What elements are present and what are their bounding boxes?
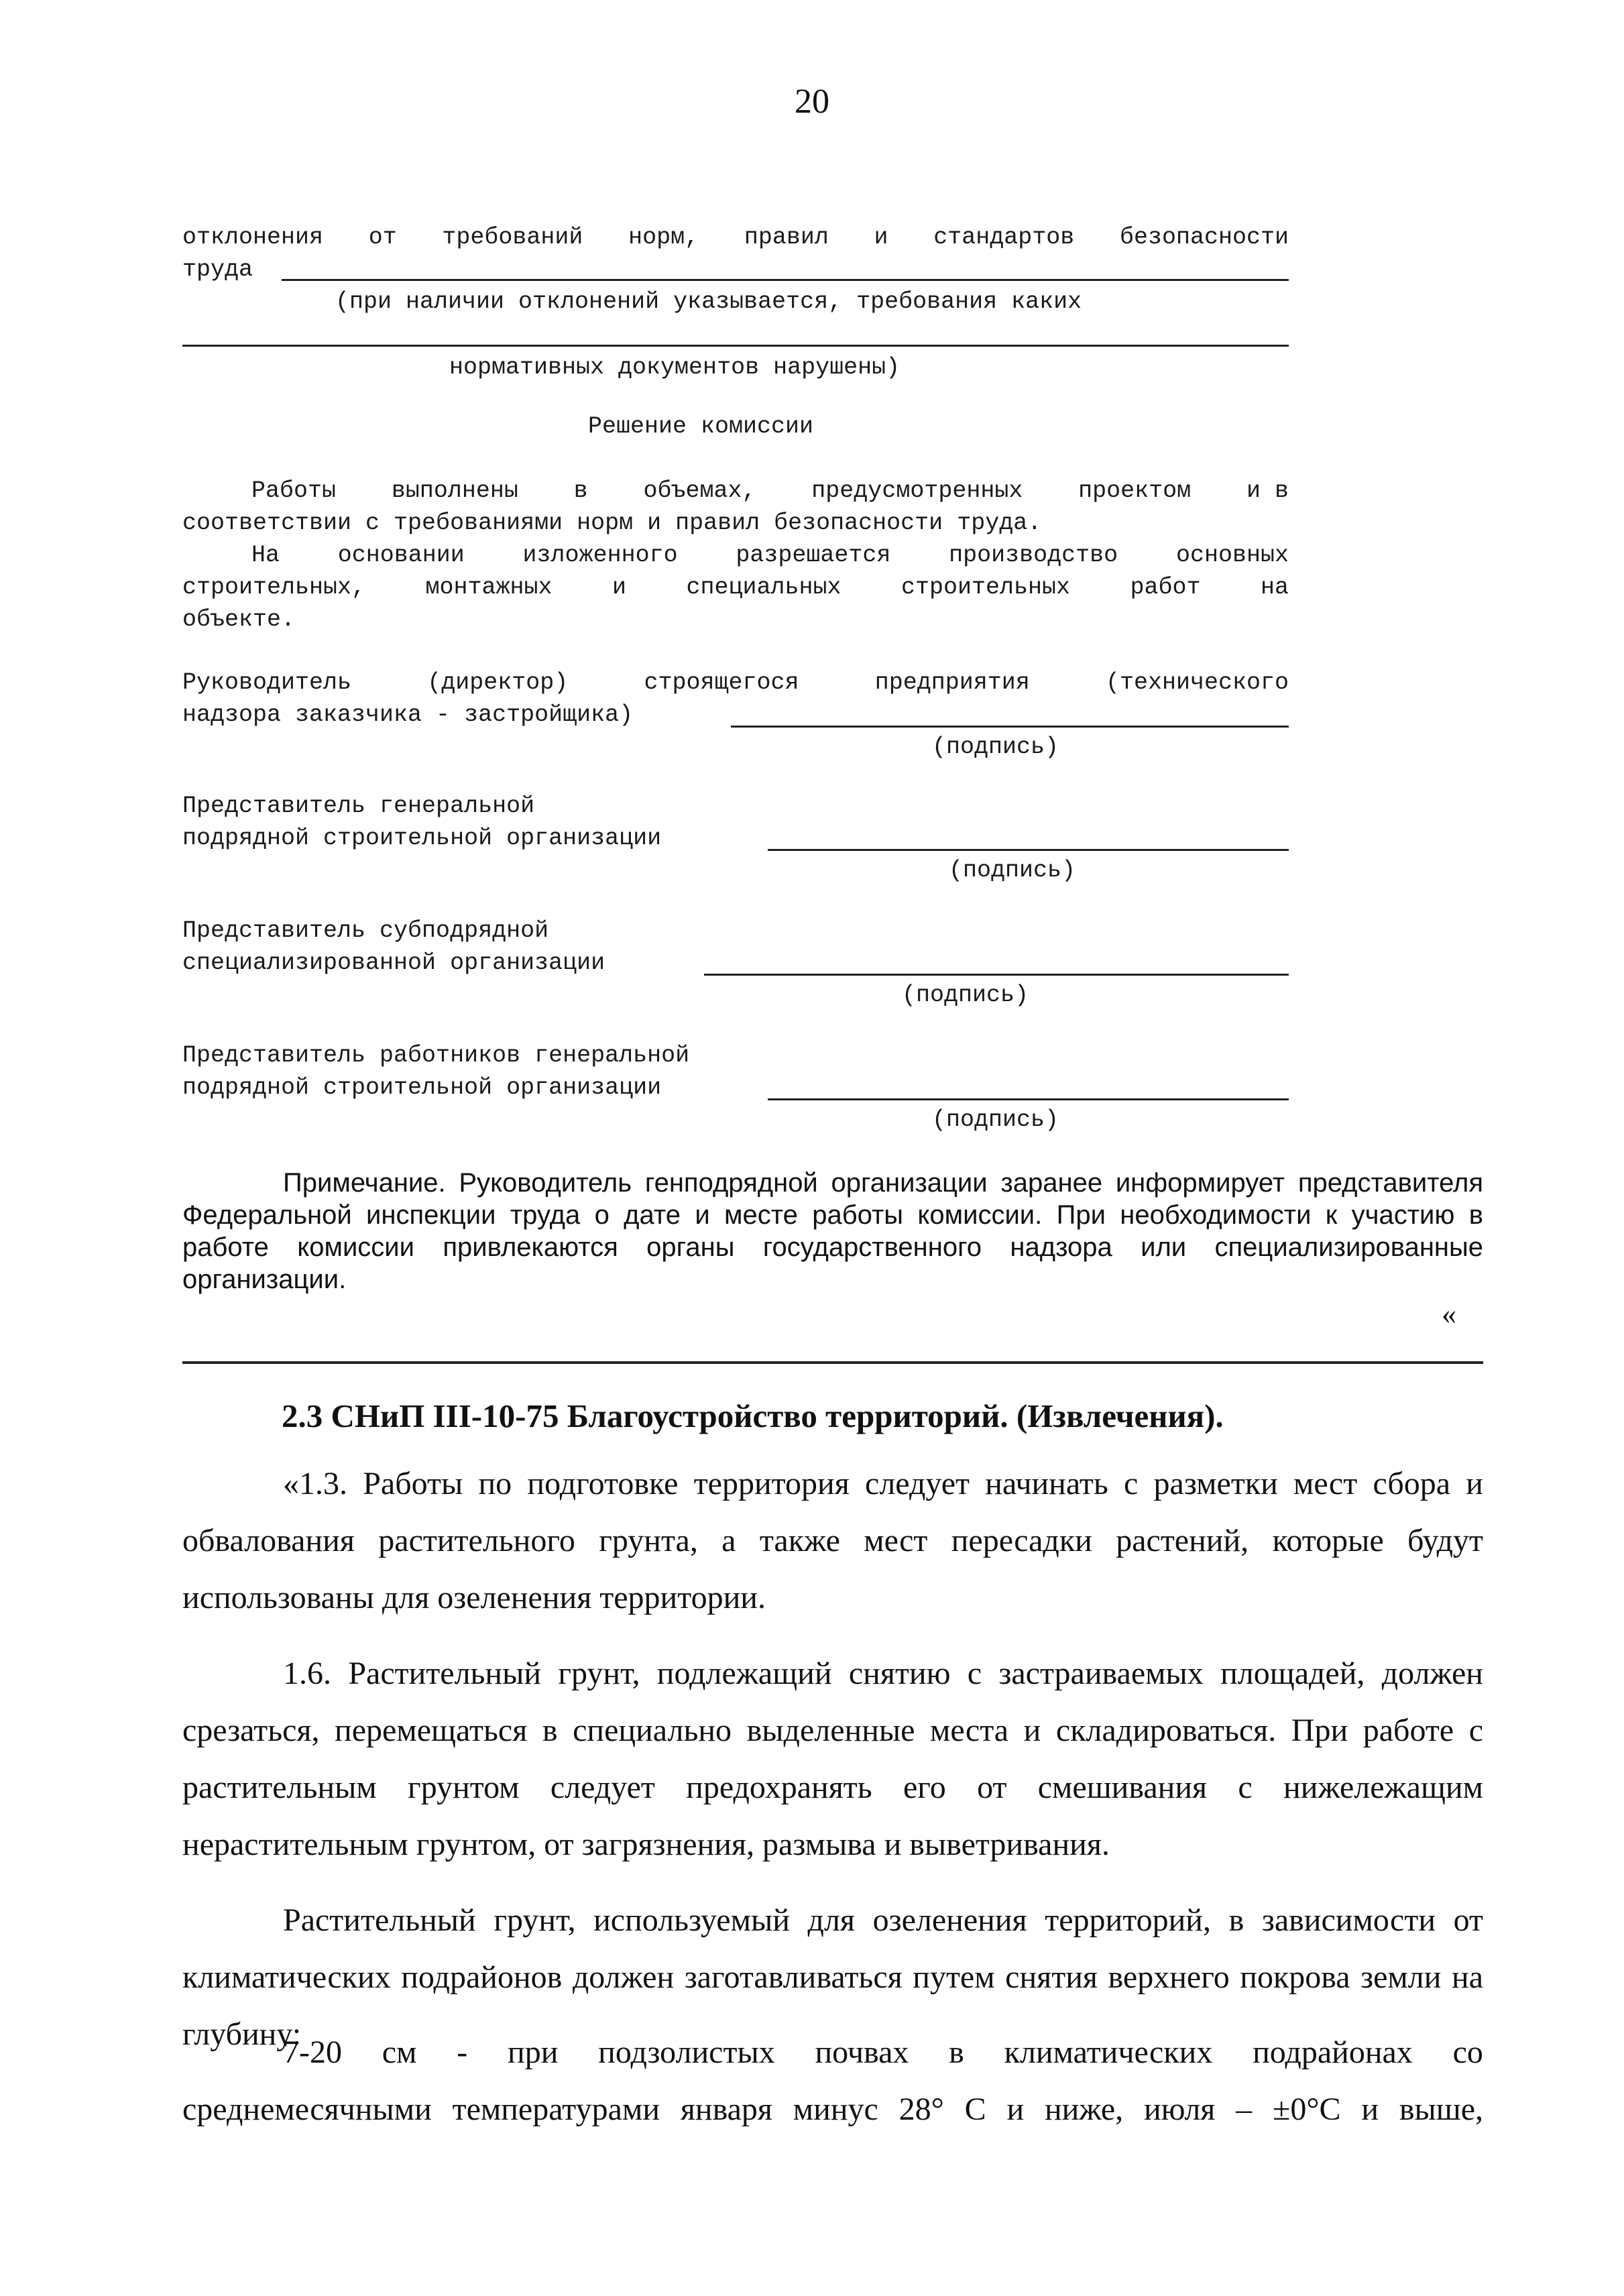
deviation-hint-1: (при наличии отклонений указывается, требования каких bbox=[335, 288, 1082, 315]
decision-p1-line-2: соответствии с требованиями норм и правил безопасности труда. bbox=[182, 510, 1042, 536]
rep-sub-signature-line[interactable] bbox=[704, 974, 1289, 976]
rep-workers-line-1: Представитель работников генеральной bbox=[182, 1042, 690, 1069]
section-paragraph-1-3: «1.3. Работы по подготовке территория следует начинать с разметки мест сбора и обвалования растительного грунта, а также мест пересадки растений, которые будут использованы для озеленения территории. bbox=[182, 1466, 1483, 1615]
rep-sub-line-1: Представитель субподрядной bbox=[182, 917, 549, 944]
deviation-hint-2: нормативных документов нарушены) bbox=[449, 354, 901, 381]
rep-general-signature-line[interactable] bbox=[768, 849, 1289, 851]
rep-workers-signature-line[interactable] bbox=[768, 1098, 1289, 1100]
section-heading: 2.3 СНиП III-10-75 Благоустройство территорий. (Извлечения). bbox=[282, 1397, 1224, 1434]
section-divider bbox=[182, 1361, 1483, 1364]
rep-general-line-1: Представитель генеральной bbox=[182, 793, 535, 819]
rep-workers-signature-hint: (подпись) bbox=[932, 1106, 1059, 1133]
decision-p2-line-1: На основании изложенного разрешается производство основных bbox=[251, 542, 1289, 569]
deviation-line-1: отклонения от требований норм, правил и стандартов безопасности bbox=[182, 224, 1289, 251]
temperature-line: среднемесячными температурами января минус 28° С и ниже, июля – ±0°С и выше, bbox=[182, 2091, 1483, 2127]
commission-note-text: Примечание. Руководитель генподрядной организации заранее информирует представителя Федеральной инспекции труда о дате и месте работы комиссии. При необходимости к участию в работе комиссии привлекаются органы государственного надзора или специализированные организации. bbox=[182, 1168, 1483, 1294]
decision-p2-line-3: объекте. bbox=[182, 606, 296, 633]
decision-p2-line-2: строительных, монтажных и специальных строительных работ на bbox=[182, 574, 1289, 601]
page-number: 20 bbox=[795, 82, 829, 121]
director-line-2: надзора заказчика - застройщика) bbox=[182, 701, 634, 728]
depth-range-line: 7-20 см - при подзолистых почвах в климатических подрайонах со bbox=[283, 2034, 1483, 2070]
commission-note bbox=[182, 1167, 1483, 1296]
rep-general-line-2: подрядной строительной организации bbox=[182, 825, 662, 852]
decision-p1-line-1: Работы выполнены в объемах, предусмотренных проектом и в bbox=[251, 477, 1289, 504]
deviation-blank-line-2[interactable] bbox=[182, 345, 1289, 347]
decision-title: Решение комиссии bbox=[588, 413, 814, 440]
deviation-line-2: труда bbox=[182, 256, 253, 283]
rep-sub-line-2: специализированной организации bbox=[182, 950, 605, 976]
section-paragraph-1-6: 1.6. Растительный грунт, подлежащий снятию с застраиваемых площадей, должен срезаться, перемещаться в специально выделенные места и складироваться. При работе с растительным грунтом следует предохранять его от смешивания с нижележащим нерастительным грунтом, от загрязнения, размыва и выветривания. bbox=[182, 1656, 1483, 1862]
rep-general-signature-hint: (подпись) bbox=[949, 857, 1076, 884]
rep-workers-line-2: подрядной строительной организации bbox=[182, 1074, 662, 1101]
closing-quote: « bbox=[1442, 1298, 1456, 1330]
deviation-blank-line[interactable] bbox=[282, 279, 1289, 281]
director-signature-line[interactable] bbox=[731, 726, 1289, 728]
rep-sub-signature-hint: (подпись) bbox=[902, 982, 1029, 1009]
section-body bbox=[182, 1455, 1483, 2063]
section-paragraph-soil: Растительный грунт, используемый для озеленения территорий, в зависимости от климатических подрайонов должен заготавливаться путем снятия верхнего покрова земли на глубину: bbox=[182, 1902, 1483, 2052]
director-line-1: Руководитель (директор) строящегося предприятия (технического bbox=[182, 669, 1289, 696]
director-signature-hint: (подпись) bbox=[932, 734, 1059, 760]
